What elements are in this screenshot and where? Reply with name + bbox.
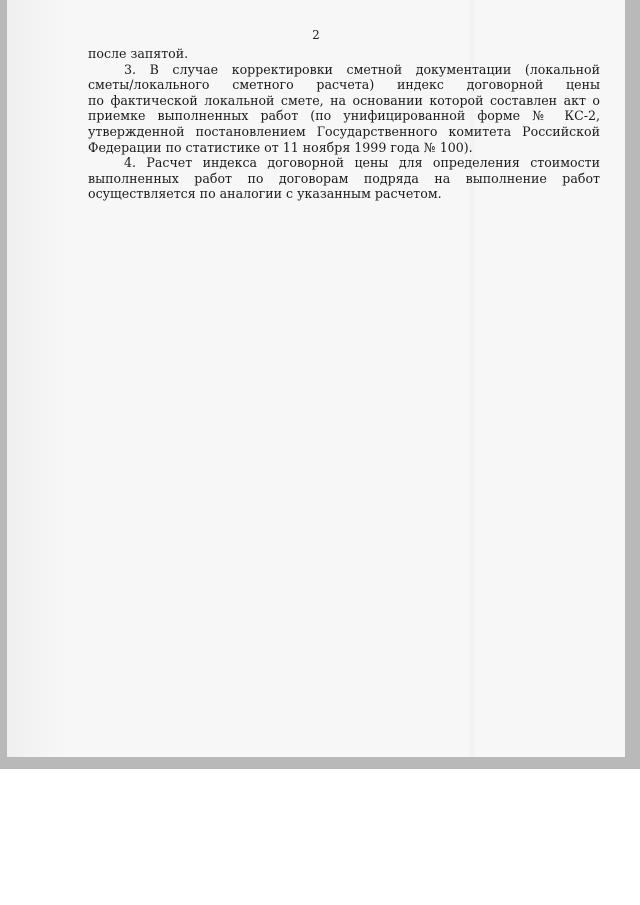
text-line: сметы/локального сметного расчета) индекс договорной цены bbox=[88, 77, 600, 93]
text-line: приемке выполненных работ (по унифицированной форме № КС-2, bbox=[88, 108, 600, 124]
document-body bbox=[88, 46, 600, 202]
text-line: выполненных работ по договорам подряда на выполнение работ bbox=[88, 170, 600, 186]
page-number: 2 bbox=[312, 28, 320, 42]
text-line: после запятой. bbox=[88, 46, 189, 61]
document-page bbox=[7, 0, 625, 757]
text-line: 4. Расчет индекса договорной цены для определения стоимости bbox=[124, 155, 600, 171]
text-line: утвержденной постановлением Государственного комитета Российской bbox=[88, 123, 600, 139]
text-line: 3. В случае корректировки сметной документации (локальной bbox=[124, 61, 600, 77]
text-line: осуществляется по аналогии с указанным расчетом. bbox=[88, 186, 442, 202]
text-line: по фактической локальной смете, на основании которой составлен акт о bbox=[88, 92, 600, 108]
text-line: Федерации по статистике от 11 ноября 1999 года № 100). bbox=[88, 139, 473, 155]
